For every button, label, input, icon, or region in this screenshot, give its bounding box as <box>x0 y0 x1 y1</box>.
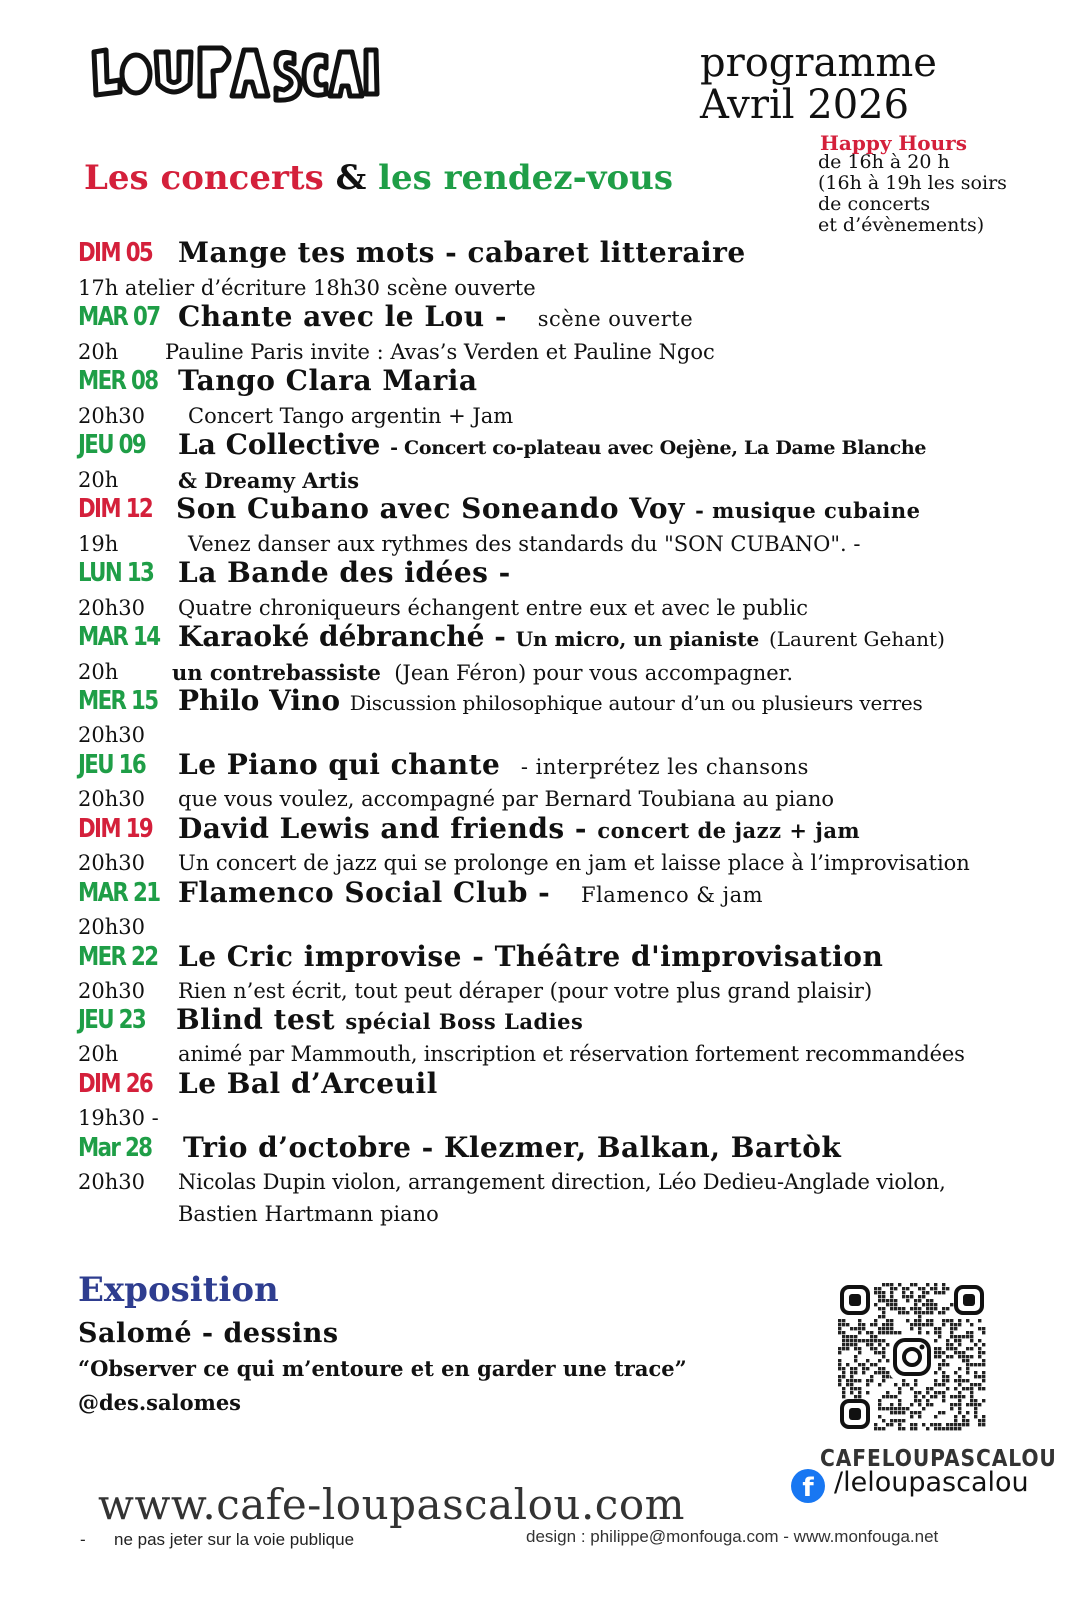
event-title-sub: Un micro, un pianiste <box>515 627 760 651</box>
event-day: MAR 21 <box>78 878 160 908</box>
event-day: DIM 19 <box>78 814 153 844</box>
event-time: 20h <box>78 1042 119 1066</box>
event-title-sub: Flamenco & jam <box>581 883 764 907</box>
event-day: DIM 12 <box>78 494 153 524</box>
event-time: 17h atelier d’écriture 18h30 scène ouverte <box>78 276 536 300</box>
event-time: 20h30 <box>78 851 145 875</box>
event-time: 20h30 <box>78 979 145 1003</box>
event-title: Le Bal d’Arceuil <box>178 1067 438 1100</box>
happy-hours-line: (16h à 19h les soirs <box>818 172 1007 194</box>
event-day: MER 15 <box>78 686 158 716</box>
event-title <box>178 684 923 717</box>
event-time: 20h30 <box>78 404 145 428</box>
event-title-main: Chante avec le Lou - <box>178 300 507 333</box>
event-desc: Pauline Paris invite : Avas’s Verden et Pauline Ngoc <box>165 340 715 364</box>
event-day: LUN 13 <box>78 558 154 588</box>
event-desc: animé par Mammouth, inscription et réservation fortement recommandées <box>178 1042 965 1066</box>
heading-concerts: Les concerts <box>84 158 324 198</box>
event-title-main: David Lewis and friends - <box>178 812 588 845</box>
event-time: 20h30 <box>78 596 145 620</box>
event-desc-text: (Jean Féron) pour vous accompagner. <box>394 661 794 685</box>
footer-notice: - ne pas jeter sur la voie publique <box>80 1530 355 1549</box>
event-day: DIM 26 <box>78 1069 153 1099</box>
event-day: MER 08 <box>78 366 158 396</box>
happy-hours-line: de concerts <box>818 193 931 215</box>
event-title-sub: - musique cubaine <box>695 498 921 523</box>
event-time: 20h <box>78 660 119 684</box>
event-day: MAR 07 <box>78 302 160 332</box>
event-title: Tango Clara Maria <box>178 364 478 397</box>
event-day: JEU 23 <box>78 1005 146 1035</box>
event-title: Trio d’octobre - Klezmer, Balkan, Bartòk <box>183 1131 842 1164</box>
event-title: Le Cric improvise - Théâtre d'improvisation <box>178 940 884 973</box>
instagram-handle: CAFELOUPASCALOU <box>820 1446 1057 1472</box>
event-desc <box>172 660 793 685</box>
event-time: 19h30 - <box>78 1106 159 1130</box>
event-title-sub: spécial Boss Ladies <box>345 1009 584 1034</box>
event-day: Mar 28 <box>78 1133 152 1163</box>
event-title <box>178 620 945 653</box>
event-desc: Nicolas Dupin violon, arrangement direction, Léo Dedieu-Anglade violon, <box>178 1170 946 1194</box>
event-desc: Venez danser aux rythmes des standards du "SON CUBANO". - <box>188 532 861 556</box>
event-desc: & Dreamy Artis <box>178 468 360 493</box>
event-time: 20h30 <box>78 915 145 939</box>
event-title-main: Son Cubano avec Soneando Voy <box>176 492 685 525</box>
heading-ampersand: & <box>335 158 367 198</box>
event-title-sub: - interprétez les chansons <box>520 755 809 779</box>
event-desc-2: Bastien Hartmann piano <box>178 1202 439 1226</box>
exposition-quote: “Observer ce qui m’entoure et en garder une trace” <box>78 1356 687 1381</box>
facebook-handle: /leloupascalou <box>834 1467 1029 1498</box>
event-title <box>176 492 920 525</box>
event-title-main: Blind test <box>176 1003 336 1036</box>
event-time: 20h30 <box>78 787 145 811</box>
programme-month: Avril 2026 <box>700 82 910 128</box>
exposition-title: Exposition <box>78 1270 279 1310</box>
event-time: 19h <box>78 532 119 556</box>
event-day: MER 22 <box>78 942 158 972</box>
event-time: 20h30 <box>78 1170 145 1194</box>
event-time: 20h <box>78 340 119 364</box>
heading-rendez-vous: les rendez-vous <box>378 158 674 198</box>
exposition-subtitle: Salomé - dessins <box>78 1318 339 1349</box>
event-time: 20h30 <box>78 723 145 747</box>
event-desc-bold: un contrebassiste <box>172 660 381 685</box>
event-day: JEU 16 <box>78 750 146 780</box>
lou-pascalou-logo <box>90 38 380 108</box>
event-day: JEU 09 <box>78 430 146 460</box>
happy-hours-title: Happy Hours <box>820 131 967 155</box>
event-title-sub2: (Laurent Gehant) <box>768 627 945 651</box>
event-desc: que vous voulez, accompagné par Bernard Toubiana au piano <box>178 787 835 811</box>
event-title-main: Flamenco Social Club - <box>178 876 551 909</box>
event-title-main: Philo Vino <box>178 684 341 717</box>
event-title-main: Le Piano qui chante <box>178 748 501 781</box>
event-day: MAR 14 <box>78 622 160 652</box>
event-title <box>178 748 809 781</box>
footer-credits: design : philippe@monfouga.com - www.monfouga.net <box>526 1527 939 1546</box>
happy-hours-line: de 16h à 20 h <box>818 151 950 173</box>
event-title: La Bande des idées - <box>178 556 511 589</box>
event-title-sub: Discussion philosophique autour d’un ou plusieurs verres <box>349 691 923 715</box>
facebook-icon: f <box>791 1469 825 1503</box>
section-heading <box>84 158 673 198</box>
event-title-main: Karaoké débranché - <box>178 620 506 653</box>
event-title-sub: scène ouverte <box>537 307 694 331</box>
happy-hours-line: et d’évènements) <box>818 214 985 236</box>
event-title <box>178 428 926 461</box>
website-url[interactable]: www.cafe-loupascalou.com <box>98 1480 685 1529</box>
event-day: DIM 05 <box>78 238 153 268</box>
event-title-main: La Collective <box>178 428 381 461</box>
event-desc: Rien n’est écrit, tout peut déraper (pour votre plus grand plaisir) <box>178 979 873 1003</box>
programme-label: programme <box>700 40 937 86</box>
event-title <box>178 876 763 909</box>
event-title-sub: - Concert co-plateau avec Oejène, La Dame Blanche <box>390 437 927 459</box>
event-desc: Quatre chroniqueurs échangent entre eux et avec le public <box>178 596 808 620</box>
event-title: Mange tes mots - cabaret litteraire <box>178 236 746 269</box>
event-time: 20h <box>78 468 119 492</box>
event-title <box>178 300 693 333</box>
event-title <box>178 812 860 845</box>
event-desc: Un concert de jazz qui se prolonge en jam et laisse place à l’improvisation <box>178 851 970 875</box>
event-title-sub: concert de jazz + jam <box>597 818 861 843</box>
event-title <box>176 1003 583 1036</box>
event-desc: Concert Tango argentin + Jam <box>188 404 514 428</box>
exposition-handle: @des.salomes <box>78 1390 241 1415</box>
instagram-qr-code[interactable] <box>838 1283 986 1431</box>
